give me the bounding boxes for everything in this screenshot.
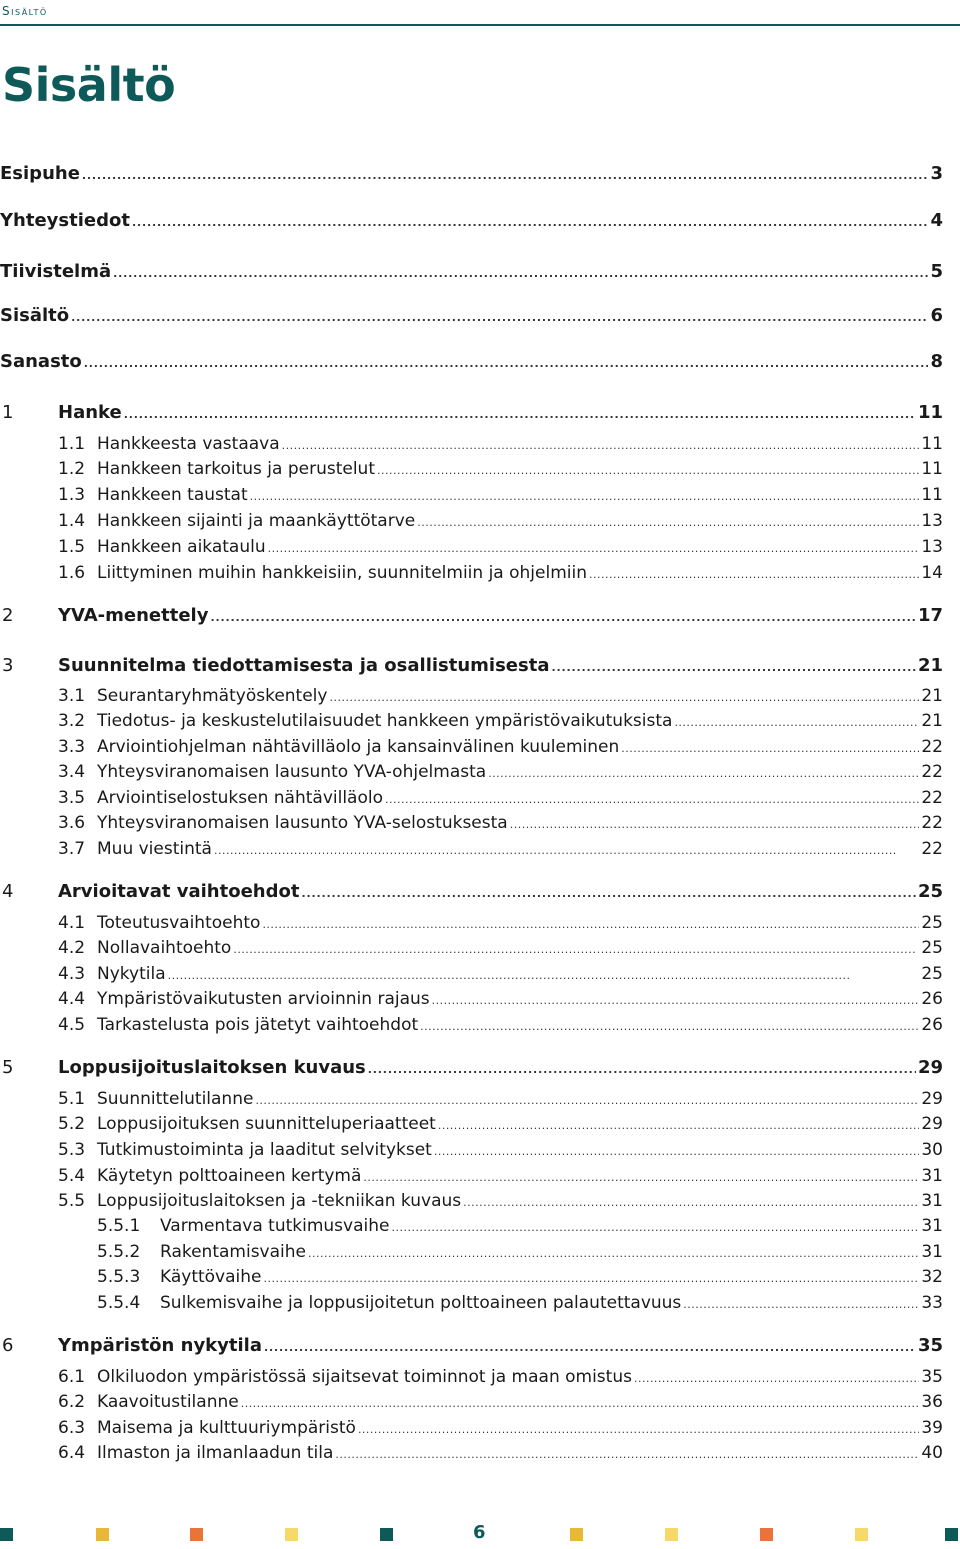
toc-entry-title: Loppusijoituksen suunnitteluperiaatteet — [97, 1114, 436, 1134]
toc-entry-title: Kaavoitustilanne — [97, 1392, 239, 1412]
toc-entry-number: 3.5 — [58, 788, 86, 808]
toc-entry-number: 4.3 — [58, 964, 86, 984]
toc-entry-number: 6 — [2, 1335, 14, 1356]
toc-entry-page: 6 — [930, 305, 943, 326]
toc-entry-title: Hankkeen aikataulu — [97, 537, 266, 557]
toc-entry[interactable] — [0, 557, 943, 583]
toc-entry-page: 17 — [917, 605, 943, 626]
toc-entry[interactable] — [0, 1412, 943, 1438]
toc-entry-page: 29 — [921, 1089, 943, 1109]
toc-dot-leader — [683, 1291, 919, 1313]
toc-entry-number: 3.4 — [58, 762, 86, 782]
toc-entry[interactable] — [0, 600, 943, 626]
toc-entry-page: 25 — [921, 938, 943, 958]
toc-entry-page: 35 — [921, 1367, 943, 1387]
page-title: Sisältö — [2, 58, 176, 112]
toc-entry-number: 5.3 — [58, 1140, 86, 1160]
toc-entry-title: Tarkastelusta pois jätetyt vaihtoehdot — [97, 1015, 419, 1035]
toc-entry-page: 11 — [921, 459, 943, 479]
toc-entry-page: 11 — [921, 434, 943, 454]
toc-entry-page: 30 — [921, 1140, 943, 1160]
toc-entry-number: 3 — [2, 655, 14, 676]
toc-entry-page: 5 — [930, 261, 943, 282]
toc-entry-page: 3 — [930, 163, 943, 184]
toc-dot-leader — [434, 1138, 920, 1160]
toc-entry[interactable] — [0, 453, 943, 479]
toc-entry[interactable] — [0, 983, 943, 1009]
toc-entry-title: Maisema ja kulttuuriympäristö — [97, 1418, 356, 1438]
toc-entry-number: 4 — [2, 881, 14, 902]
toc-entry[interactable] — [0, 782, 943, 808]
footer-square — [96, 1528, 109, 1541]
toc-entry-page: 21 — [917, 655, 943, 676]
toc-entry[interactable] — [0, 1210, 943, 1236]
toc-dot-leader — [391, 1214, 919, 1236]
toc-entry[interactable] — [0, 1134, 943, 1160]
toc-entry[interactable] — [0, 876, 943, 902]
toc-entry-number: 5.5.4 — [97, 1293, 141, 1313]
toc-entry-title: Loppusijoituslaitoksen kuvaus — [58, 1057, 366, 1078]
toc-dot-leader — [262, 911, 919, 933]
toc-entry[interactable] — [0, 1361, 943, 1387]
toc-entry[interactable] — [0, 397, 943, 423]
toc-entry-page: 31 — [921, 1242, 943, 1262]
toc-dot-leader — [214, 837, 919, 859]
footer-square — [665, 1528, 678, 1541]
toc-entry-title: Liittyminen muihin hankkeisiin, suunnitelmiin ja ohjelmiin — [97, 563, 587, 583]
toc-entry-title: Arviointiohjelman nähtävilläolo ja kansainvälinen kuuleminen — [97, 737, 620, 757]
toc-entry[interactable] — [0, 1330, 943, 1356]
toc-dot-leader — [368, 1056, 916, 1078]
toc-entry-title: Käytetyn polttoaineen kertymä — [97, 1166, 362, 1186]
toc-entry-page: 14 — [921, 563, 943, 583]
toc-dot-leader — [363, 1164, 919, 1186]
running-header: Sisältö — [2, 4, 48, 18]
toc-entry-title: Käyttövaihe — [160, 1267, 262, 1287]
toc-entry-number: 3.2 — [58, 711, 86, 731]
toc-dot-leader — [674, 709, 919, 731]
toc-entry[interactable] — [0, 205, 943, 231]
toc-entry-title: Hankkeen tarkoitus ja perustelut — [97, 459, 375, 479]
toc-entry[interactable] — [0, 346, 943, 372]
toc-dot-leader — [438, 1112, 920, 1134]
toc-entry[interactable] — [0, 1185, 943, 1211]
toc-entry[interactable] — [0, 756, 943, 782]
footer-square — [570, 1528, 583, 1541]
toc-entry-title: Rakentamisvaihe — [160, 1242, 306, 1262]
toc-dot-leader — [124, 401, 916, 423]
toc-entry-title: Arvioitavat vaihtoehdot — [58, 881, 300, 902]
toc-entry-page: 11 — [921, 485, 943, 505]
toc-entry-page: 21 — [921, 711, 943, 731]
toc-entry-title: Hankkeen sijainti ja maankäyttötarve — [97, 511, 416, 531]
toc-dot-leader — [463, 1189, 919, 1211]
toc-entry[interactable] — [0, 907, 943, 933]
toc-entry-number: 1.5 — [58, 537, 86, 557]
toc-entry[interactable] — [0, 958, 943, 984]
toc-dot-leader — [308, 1240, 919, 1262]
toc-dot-leader — [329, 684, 919, 706]
toc-entry-page: 39 — [921, 1418, 943, 1438]
toc-entry-number: 6.4 — [58, 1443, 86, 1463]
toc-entry-number: 6.3 — [58, 1418, 86, 1438]
toc-dot-leader — [113, 260, 928, 282]
toc-entry-title: Ilmaston ja ilmanlaadun tila — [97, 1443, 334, 1463]
toc-entry-title: Tutkimustoiminta ja laaditut selvitykset — [97, 1140, 432, 1160]
toc-entry-title: Sisältö — [0, 305, 70, 326]
toc-entry-title: Hanke — [58, 402, 122, 423]
toc-dot-leader — [358, 1416, 919, 1438]
toc-dot-leader — [420, 1013, 919, 1035]
toc-dot-leader — [268, 535, 920, 557]
page-number: 6 — [473, 1522, 486, 1543]
toc-entry-title: Loppusijoituslaitoksen ja -tekniikan kuvaus — [97, 1191, 462, 1211]
toc-entry-number: 4.4 — [58, 989, 86, 1009]
toc-entry-title: Toteutusvaihtoehto — [97, 913, 261, 933]
toc-entry-number: 1.1 — [58, 434, 86, 454]
toc-dot-leader — [71, 304, 928, 326]
footer-square — [945, 1528, 958, 1541]
toc-entry-title: Arviointiselostuksen nähtävilläolo — [97, 788, 383, 808]
toc-entry-title: Nollavaihtoehto — [97, 938, 232, 958]
toc-entry-page: 26 — [921, 1015, 943, 1035]
toc-entry-page: 25 — [921, 913, 943, 933]
toc-entry-page: 33 — [921, 1293, 943, 1313]
toc-entry-page: 32 — [921, 1267, 943, 1287]
toc-dot-leader — [264, 1265, 920, 1287]
toc-entry-title: YVA-menettely — [58, 605, 209, 626]
toc-entry-number: 1.3 — [58, 485, 86, 505]
toc-entry-number: 1.2 — [58, 459, 86, 479]
toc-entry-page: 35 — [917, 1335, 943, 1356]
toc-entry-number: 4.2 — [58, 938, 86, 958]
toc-dot-leader — [432, 987, 920, 1009]
toc-dot-leader — [264, 1334, 916, 1356]
toc-entry[interactable] — [0, 1009, 943, 1035]
toc-entry[interactable] — [0, 428, 943, 454]
toc-entry-number: 5.5.3 — [97, 1267, 141, 1287]
toc-entry[interactable] — [0, 1083, 943, 1109]
toc-dot-leader — [168, 962, 920, 984]
toc-entry-number: 6.2 — [58, 1392, 86, 1412]
toc-entry-number: 5 — [2, 1057, 14, 1078]
toc-entry-title: Olkiluodon ympäristössä sijaitsevat toiminnot ja maan omistus — [97, 1367, 632, 1387]
toc-dot-leader — [84, 350, 929, 372]
toc-entry[interactable] — [0, 705, 943, 731]
toc-entry-number: 1 — [2, 402, 14, 423]
toc-entry-page: 29 — [921, 1114, 943, 1134]
toc-entry-page: 31 — [921, 1191, 943, 1211]
toc-entry[interactable] — [0, 531, 943, 557]
toc-entry[interactable] — [0, 1261, 943, 1287]
toc-dot-leader — [510, 811, 920, 833]
toc-entry-title: Esipuhe — [0, 163, 80, 184]
toc-entry[interactable] — [0, 807, 943, 833]
toc-entry-number: 6.1 — [58, 1367, 86, 1387]
toc-dot-leader — [255, 1087, 919, 1109]
toc-entry[interactable] — [0, 650, 943, 676]
toc-entry[interactable] — [0, 1160, 943, 1186]
toc-entry-title: Suunnittelutilanne — [97, 1089, 254, 1109]
toc-entry-number: 4.5 — [58, 1015, 86, 1035]
toc-dot-leader — [233, 936, 919, 958]
toc-entry-page: 13 — [921, 511, 943, 531]
footer-square — [760, 1528, 773, 1541]
toc-entry[interactable] — [0, 256, 943, 282]
toc-entry-number: 1.6 — [58, 563, 86, 583]
footer-square — [855, 1528, 868, 1541]
toc-entry-page: 8 — [930, 351, 943, 372]
toc-entry-number: 3.1 — [58, 686, 86, 706]
toc-entry[interactable] — [0, 158, 943, 184]
toc-entry-title: Tiedotus- ja keskustelutilaisuudet hankkeen ympäristövaikutuksista — [97, 711, 673, 731]
toc-entry-title: Yhteystiedot — [0, 210, 130, 231]
toc-entry-title: Yhteysviranomaisen lausunto YVA-selostuksesta — [97, 813, 508, 833]
toc-entry[interactable] — [0, 300, 943, 326]
toc-dot-leader — [551, 654, 915, 676]
toc-entry[interactable] — [0, 1386, 943, 1412]
toc-entry-page: 13 — [921, 537, 943, 557]
toc-entry-title: Hankkeen taustat — [97, 485, 248, 505]
toc-dot-leader — [132, 209, 929, 231]
toc-dot-leader — [417, 509, 919, 531]
toc-entry-title: Ympäristön nykytila — [58, 1335, 262, 1356]
toc-entry[interactable] — [0, 731, 943, 757]
toc-entry-number: 5.5 — [58, 1191, 86, 1211]
toc-entry-page: 22 — [921, 762, 943, 782]
toc-entry-number: 5.5.2 — [97, 1242, 141, 1262]
toc-dot-leader — [589, 561, 919, 583]
toc-entry-page: 22 — [921, 839, 943, 859]
toc-entry-number: 5.1 — [58, 1089, 86, 1109]
toc-entry-page: 29 — [917, 1057, 943, 1078]
toc-dot-leader — [634, 1365, 919, 1387]
toc-entry[interactable] — [0, 1437, 943, 1463]
footer-square — [0, 1528, 13, 1541]
toc-entry-title: Ympäristövaikutusten arvioinnin rajaus — [97, 989, 430, 1009]
toc-entry[interactable] — [0, 1052, 943, 1078]
toc-entry-page: 11 — [917, 402, 943, 423]
toc-entry-page: 4 — [930, 210, 943, 231]
toc-entry[interactable] — [0, 932, 943, 958]
toc-entry-number: 3.7 — [58, 839, 86, 859]
toc-entry-page: 25 — [917, 881, 943, 902]
toc-entry-title: Sulkemisvaihe ja loppusijoitetun polttoaineen palautettavuus — [160, 1293, 682, 1313]
toc-entry[interactable] — [0, 1108, 943, 1134]
toc-entry-title: Yhteysviranomaisen lausunto YVA-ohjelmasta — [97, 762, 487, 782]
toc-entry-title: Suunnitelma tiedottamisesta ja osallistumisesta — [58, 655, 550, 676]
toc-dot-leader — [377, 457, 919, 479]
toc-dot-leader — [621, 735, 919, 757]
toc-entry-title: Hankkeesta vastaava — [97, 434, 280, 454]
toc-entry[interactable] — [0, 680, 943, 706]
footer-square — [190, 1528, 203, 1541]
toc-entry-page: 31 — [921, 1166, 943, 1186]
toc-entry-page: 25 — [921, 964, 943, 984]
toc-dot-leader — [82, 162, 929, 184]
toc-entry-page: 26 — [921, 989, 943, 1009]
toc-entry-page: 31 — [921, 1216, 943, 1236]
footer-square — [285, 1528, 298, 1541]
toc-dot-leader — [250, 483, 920, 505]
toc-entry-page: 36 — [921, 1392, 943, 1412]
toc-entry-title: Nykytila — [97, 964, 166, 984]
toc-entry[interactable] — [0, 833, 943, 859]
toc-entry-number: 5.4 — [58, 1166, 86, 1186]
toc-dot-leader — [301, 880, 915, 902]
toc-dot-leader — [210, 604, 915, 626]
toc-dot-leader — [335, 1441, 919, 1463]
toc-entry-page: 22 — [921, 813, 943, 833]
toc-entry[interactable] — [0, 1287, 943, 1313]
toc-entry-number: 1.4 — [58, 511, 86, 531]
toc-dot-leader — [385, 786, 919, 808]
toc-entry[interactable] — [0, 505, 943, 531]
toc-entry-title: Tiivistelmä — [0, 261, 112, 282]
toc-entry-page: 21 — [921, 686, 943, 706]
toc-entry-title: Muu viestintä — [97, 839, 212, 859]
toc-entry[interactable] — [0, 479, 943, 505]
footer-square — [380, 1528, 393, 1541]
toc-dot-leader — [282, 432, 920, 454]
toc-entry-title: Varmentava tutkimusvaihe — [160, 1216, 390, 1236]
toc-entry[interactable] — [0, 1236, 943, 1262]
toc-entry-page: 22 — [921, 737, 943, 757]
toc-entry-number: 3.6 — [58, 813, 86, 833]
toc-dot-leader — [241, 1390, 920, 1412]
toc-entry-number: 5.5.1 — [97, 1216, 141, 1236]
toc-entry-title: Seurantaryhmätyöskentely — [97, 686, 328, 706]
toc-entry-number: 5.2 — [58, 1114, 86, 1134]
toc-entry-title: Sanasto — [0, 351, 82, 372]
toc-entry-number: 2 — [2, 605, 14, 626]
toc-dot-leader — [488, 760, 919, 782]
toc-entry-page: 40 — [921, 1443, 943, 1463]
toc-entry-number: 4.1 — [58, 913, 86, 933]
toc-entry-number: 3.3 — [58, 737, 86, 757]
toc-entry-page: 22 — [921, 788, 943, 808]
